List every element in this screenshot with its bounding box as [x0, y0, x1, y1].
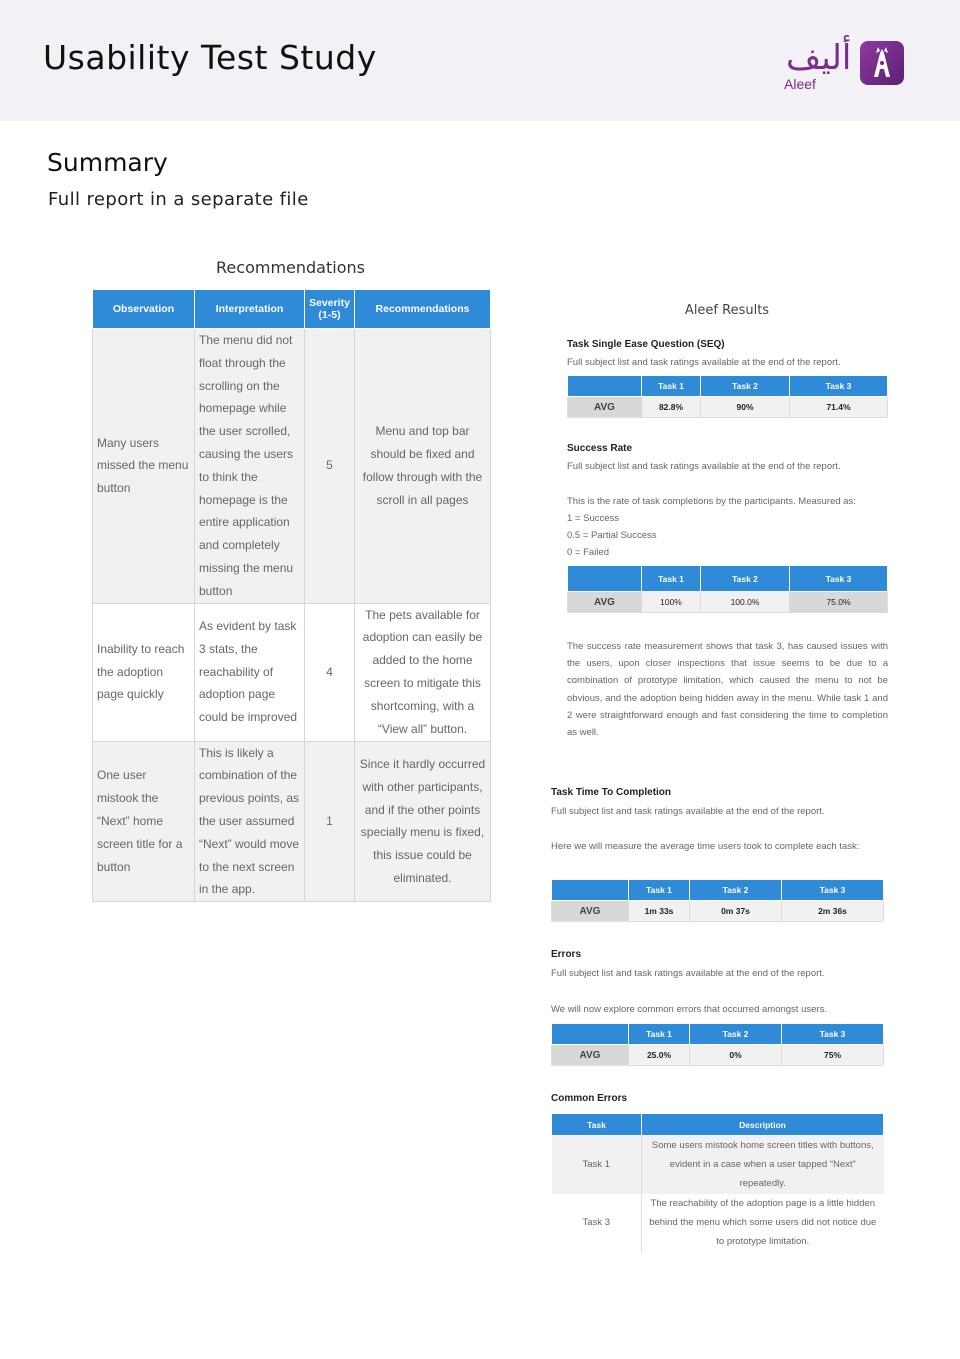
- th-task-2: Task 2: [690, 1024, 782, 1045]
- th-blank: [568, 376, 642, 397]
- th-task-3: Task 3: [790, 566, 888, 592]
- errors-task-3: 75%: [782, 1045, 884, 1066]
- logo-cat-icon: [860, 41, 904, 85]
- th-task-1: Task 1: [642, 566, 701, 592]
- severity-cell: 5: [305, 329, 355, 604]
- avg-label: AVG: [552, 901, 629, 922]
- table-row: [552, 1194, 884, 1252]
- table-row: [552, 1136, 884, 1194]
- table-row: [93, 741, 491, 902]
- col-interpretation: Interpretation: [195, 290, 305, 329]
- table-row: [93, 603, 491, 741]
- th-description: Description: [642, 1114, 884, 1136]
- observation-cell: Many users missed the menu button: [93, 329, 195, 604]
- errors-table: [551, 1023, 884, 1066]
- recommendations-title: Recommendations: [216, 258, 365, 277]
- time-task-2: 0m 37s: [690, 901, 782, 922]
- logo-arabic-text: أليف: [786, 38, 852, 78]
- th-blank: [568, 566, 642, 592]
- seq-heading: Task Single Ease Question (SEQ): [567, 339, 725, 350]
- interpretation-cell: As evident by task 3 stats, the reachability of adoption page could be improved: [195, 603, 305, 741]
- error-task-cell: Task 1: [552, 1136, 642, 1194]
- summary-subtitle: Full report in a separate file: [48, 189, 309, 210]
- th-task-1: Task 1: [629, 1024, 690, 1045]
- observation-cell: Inability to reach the adoption page quickly: [93, 603, 195, 741]
- observation-cell: One user mistook the “Next” home screen title for a button: [93, 741, 195, 902]
- table-row: [93, 329, 491, 604]
- interpretation-cell: This is likely a combination of the previous points, as the user assumed “Next” would move to the next screen in the app.: [195, 741, 305, 902]
- recommendation-cell: Menu and top bar should be fixed and follow through with the scroll in all pages: [355, 329, 491, 604]
- errors-task-2: 0%: [690, 1045, 782, 1066]
- time-task-1: 1m 33s: [629, 901, 690, 922]
- common-errors-heading: Common Errors: [551, 1093, 628, 1104]
- success-task-2: 100.0%: [701, 592, 790, 613]
- th-blank: [552, 880, 629, 901]
- th-task-3: Task 3: [782, 880, 884, 901]
- success-task-3: 75.0%: [790, 592, 888, 613]
- recommendation-cell: The pets available for adoption can easily be added to the home screen to mitigate this shortcoming, with a “View all” button.: [355, 603, 491, 741]
- table-header-row: [93, 290, 491, 329]
- severity-cell: 1: [305, 741, 355, 902]
- errors-heading: Errors: [551, 949, 582, 960]
- success-note: Full subject list and task ratings available at the end of the report.: [567, 461, 841, 472]
- col-severity: Severity (1-5): [305, 290, 355, 329]
- error-description-cell: Some users mistook home screen titles with buttons, evident in a case when a user tapped “Next” repeatedly.: [642, 1136, 884, 1194]
- errors-desc: We will now explore common errors that occurred amongst users.: [551, 1004, 827, 1015]
- success-analysis: The success rate measurement shows that task 3, has caused issues with the users, upon closer inspections that issue seems to be due to a combination of prototype limitation, which caused the menu to not be obvious, and the adoption being hidden away in the menu. While task 1 and 2 were straightforward enough and fast considering the time to completion as well.: [567, 641, 888, 739]
- time-desc: Here we will measure the average time users took to complete each task:: [551, 841, 860, 852]
- success-task-1: 100%: [642, 592, 701, 613]
- seq-task-2: 90%: [701, 397, 790, 418]
- avg-label: AVG: [568, 397, 642, 418]
- scale-failed: 0 = Failed: [567, 547, 609, 558]
- errors-task-1: 25.0%: [629, 1045, 690, 1066]
- th-task-3: Task 3: [790, 376, 888, 397]
- success-table: [567, 565, 888, 613]
- th-task-2: Task 2: [690, 880, 782, 901]
- col-recommendations: Recommendations: [355, 290, 491, 329]
- errors-note: Full subject list and task ratings available at the end of the report.: [551, 968, 825, 979]
- seq-note: Full subject list and task ratings available at the end of the report.: [567, 357, 841, 368]
- th-task-1: Task 1: [642, 376, 701, 397]
- error-task-cell: Task 3: [552, 1194, 642, 1252]
- scale-partial: 0.5 = Partial Success: [567, 530, 657, 541]
- time-note: Full subject list and task ratings available at the end of the report.: [551, 806, 825, 817]
- th-task-1: Task 1: [629, 880, 690, 901]
- th-blank: [552, 1024, 629, 1045]
- success-desc: This is the rate of task completions by the participants. Measured as:: [567, 496, 856, 507]
- aleef-logo: [782, 38, 906, 94]
- th-task: Task: [552, 1114, 642, 1136]
- interpretation-cell: The menu did not float through the scrolling on the homepage while the user scrolled, causing the users to think the homepage is the entire application and completely missing the menu button: [195, 329, 305, 604]
- seq-table: [567, 375, 888, 418]
- seq-task-1: 82.8%: [642, 397, 701, 418]
- error-description-cell: The reachability of the adoption page is a little hidden behind the menu which some users did not notice due to prototype limitation.: [649, 1198, 877, 1247]
- th-task-2: Task 2: [701, 566, 790, 592]
- page-title: Usability Test Study: [43, 38, 377, 77]
- common-errors-table: [551, 1113, 884, 1252]
- severity-cell: 4: [305, 603, 355, 741]
- time-heading: Task Time To Completion: [551, 787, 672, 798]
- time-task-3: 2m 36s: [782, 901, 884, 922]
- avg-label: AVG: [568, 592, 642, 613]
- logo-english-text: Aleef: [784, 76, 816, 92]
- col-observation: Observation: [93, 290, 195, 329]
- th-task-2: Task 2: [701, 376, 790, 397]
- summary-heading: Summary: [47, 148, 168, 177]
- success-heading: Success Rate: [567, 443, 633, 454]
- scale-success: 1 = Success: [567, 513, 620, 524]
- seq-task-3: 71.4%: [790, 397, 888, 418]
- recommendation-cell: Since it hardly occurred with other participants, and if the other points specially menu is fixed, this issue could be eliminated.: [355, 741, 491, 902]
- th-task-3: Task 3: [782, 1024, 884, 1045]
- results-title: Aleef Results: [684, 303, 770, 318]
- recommendations-table: [92, 289, 491, 902]
- time-table: [551, 879, 884, 922]
- avg-label: AVG: [552, 1045, 629, 1066]
